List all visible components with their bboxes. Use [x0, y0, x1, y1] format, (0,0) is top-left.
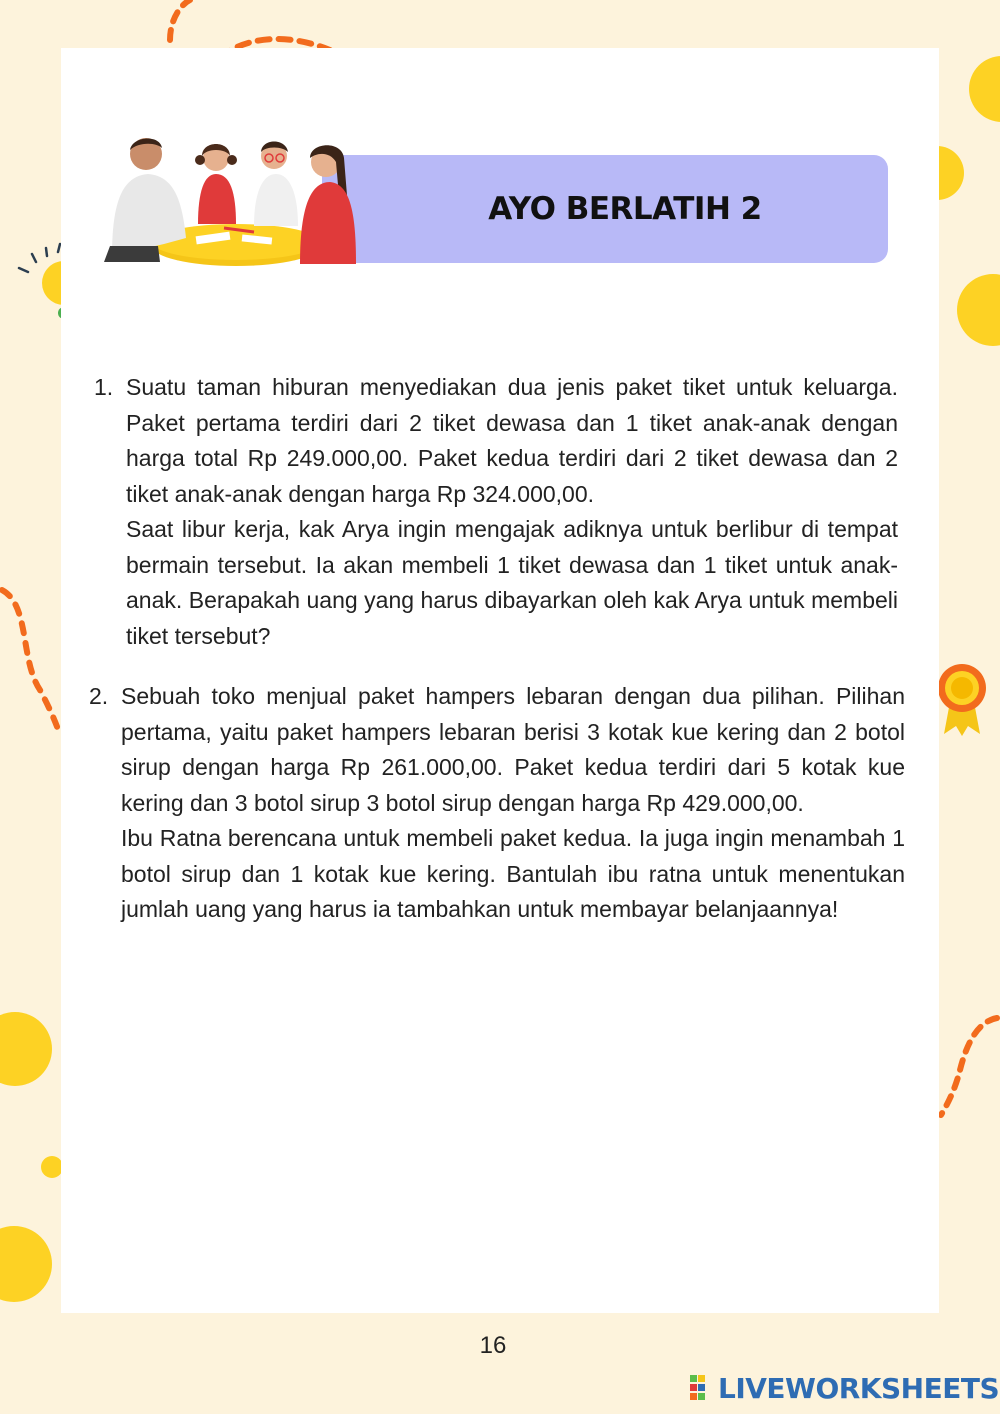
- decor-circle: [0, 1012, 52, 1086]
- question-paragraph: Suatu taman hiburan menyediakan dua jenis paket tiket untuk keluarga. Paket pertama terdiri dari 2 tiket dewasa dan 1 tiket anak-anak dengan harga total Rp 249.000,00. Paket kedua terdiri dari 2 tiket dewasa dan 2 tiket anak-anak dengan harga Rp 324.000,00.: [126, 374, 898, 507]
- liveworksheets-brand[interactable]: [690, 1370, 999, 1406]
- liveworksheets-logo-icon: [690, 1375, 714, 1401]
- question-paragraph: Sebuah toko menjual paket hampers lebaran dengan dua pilihan. Pilihan pertama, yaitu paket hampers lebaran berisi 3 kotak kue kering dan 2 botol sirup dengan harga Rp 261.000,00. Paket kedua terdiri dari 5 kotak kue kering dan 3 botol sirup 3 botol sirup dengan harga Rp 429.000,00.: [121, 683, 905, 816]
- question-paragraph: Ibu Ratna berencana untuk membeli paket kedua. Ia juga ingin menambah 1 botol sirup dan 1 kotak kue kering. Bantulah ibu ratna untuk menentukan jumlah uang yang harus ia tambahkan untuk membayar belanjaannya!: [121, 825, 905, 922]
- question-body: [121, 679, 905, 928]
- page-title: AYO BERLATIH 2: [488, 191, 762, 227]
- decor-circle: [0, 1226, 52, 1302]
- award-medal-icon: [936, 660, 988, 740]
- question-paragraph: Saat libur kerja, kak Arya ingin mengajak adiknya untuk berlibur di tempat bermain tersebut. Ia akan membeli 1 tiket dewasa dan 1 tiket untuk anak-anak. Berapakah uang yang harus dibayarkan oleh kak Arya untuk membeli tiket tersebut?: [126, 516, 898, 649]
- decor-circle: [41, 1156, 63, 1178]
- question-number: 2.: [89, 683, 109, 709]
- page-number: 16: [479, 1332, 507, 1359]
- decor-circle: [969, 56, 1000, 122]
- brand-name: LIVEWORKSHEETS: [718, 1371, 1000, 1405]
- dashed-curve-right: [935, 1010, 1000, 1120]
- family-studying-illustration: [104, 128, 360, 268]
- question-number: 1.: [94, 374, 114, 400]
- question-body: [126, 370, 898, 654]
- dashed-curve-left: [0, 580, 70, 740]
- decor-circle: [957, 274, 1000, 346]
